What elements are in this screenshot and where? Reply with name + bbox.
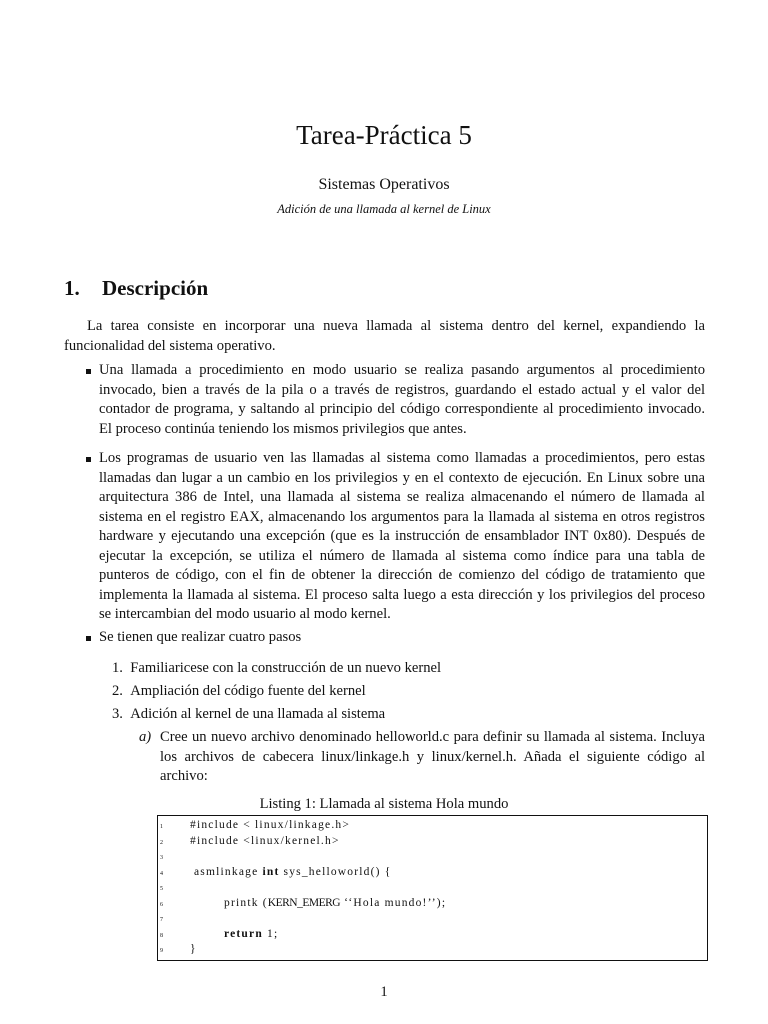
code-keyword: int (262, 866, 280, 878)
bullet-item: Los programas de usuario ven las llamadas al sistema como llamadas a procedimientos, pero estas llamadas dan lugar a un cambio en los privilegios y en el contexto de ejecución. En Linux sobre una arquitectura 386 de Intel, una llamada al sistema se realiza almacenando el número de llamada al sistema en el registro EAX, almacenando los argumentos para la llamada al sistema en otros registros hardware y ejecutando una excepción (que es la instrucción de ensamblador INT 0x80). Después de ejecutar la excepción, se utiliza el número de llamada al sistema como índice para una tabla de punteros de código, con el fin de obtener la dirección de comienzo del código de tratamiento que implementa la llamada al sistema. El proceso salta luego a esta dirección y los privilegios del proceso se intercambian del modo usuario al modo kernel. (99, 450, 705, 622)
code-line (224, 928, 278, 940)
section-title: Descripción (102, 276, 209, 300)
code-line (194, 866, 392, 878)
line-number: 9 (160, 948, 163, 954)
step-text: Familiaricese con la construcción de un nuevo kernel (130, 660, 442, 676)
substep-text: Cree un nuevo archivo denominado helloworld.c para definir su llamada al sistema. Incluya los archivos de cabecera linux/linkage.h y linux/kernel.h. Añada el siguiente código al archivo: (160, 729, 705, 784)
code-listing (157, 815, 708, 961)
line-number: 1 (160, 824, 163, 830)
line-number: 4 (160, 871, 163, 877)
intro-paragraph: La tarea consiste en incorporar una nueva llamada al sistema dentro del kernel, expandiendo la funcionalidad del sistema operativo. (64, 318, 705, 354)
page-number: 1 (380, 984, 388, 1000)
bullet-item: Una llamada a procedimiento en modo usuario se realiza pasando argumentos al procedimiento invocado, bien a través de la pila o a través de registros, guardando el estado actual y el valor del contador de programa, y saltando al principio del código correspondiente al procedimiento invocado. El proceso continúa teniendo los mismos privilegios que antes. (99, 362, 705, 437)
bullet-marker (86, 369, 91, 374)
step-text: Ampliación del código fuente del kernel (130, 683, 366, 699)
code-token: 1; (262, 928, 279, 940)
line-number: 2 (160, 840, 163, 846)
line-number: 8 (160, 933, 163, 939)
code-token: sys_helloworld() { (279, 866, 392, 878)
document-tagline: Adición de una llamada al kernel de Linux (277, 202, 491, 216)
section-number: 1. (64, 276, 80, 300)
step-text: Adición al kernel de una llamada al sistema (130, 706, 386, 722)
line-number: 5 (160, 886, 163, 892)
code-token: ‘‘Hola mundo!’’); (340, 897, 447, 909)
step-item (112, 705, 385, 725)
substep-label: a) (139, 729, 152, 745)
bullet-item: Se tienen que realizar cuatro pasos (99, 629, 302, 645)
code-token: asmlinkage (194, 866, 263, 878)
line-number: 7 (160, 917, 163, 923)
code-token: printk ( (224, 897, 268, 909)
document-title: Tarea-Práctica 5 (296, 120, 472, 150)
line-number: 6 (160, 902, 163, 908)
step-number: 1. (112, 660, 123, 676)
code-line: } (190, 943, 197, 955)
document-subtitle: Sistemas Operativos (318, 176, 450, 193)
line-number: 3 (160, 855, 163, 861)
code-line (224, 897, 446, 909)
step-item (112, 659, 441, 679)
step-item (112, 682, 366, 702)
code-line: #include < linux/linkage.h> (190, 819, 351, 831)
step-number: 2. (112, 683, 123, 699)
code-keyword: return (224, 928, 263, 940)
code-line: #include <linux/kernel.h> (190, 835, 340, 847)
bullet-marker (86, 636, 91, 641)
code-token: KERN_EMERG (267, 897, 341, 909)
listing-caption: Listing 1: Llamada al sistema Hola mundo (259, 796, 509, 812)
step-number: 3. (112, 706, 123, 722)
bullet-marker (86, 457, 91, 462)
section-heading (64, 276, 208, 301)
